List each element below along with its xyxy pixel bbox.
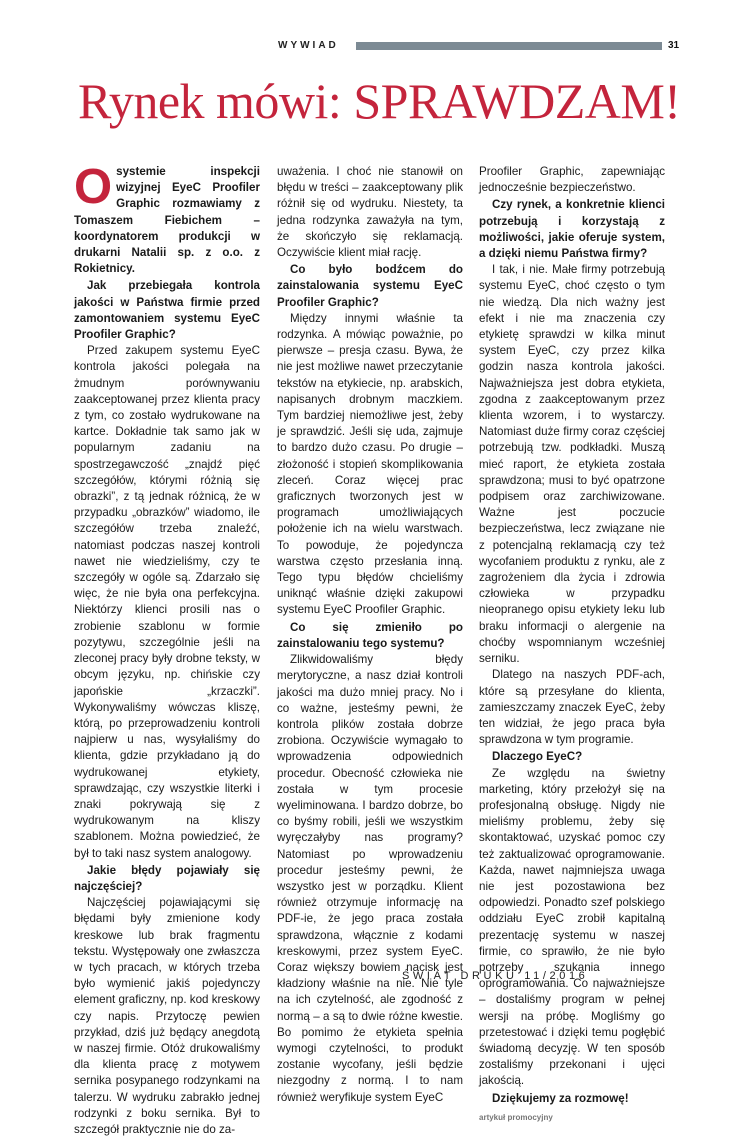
page-footer: ŚWIAT DRUKU 11/2016 <box>402 970 589 982</box>
answer-paragraph: Przed zakupem systemu EyeC kontrola jakości polegała na żmudnym porównywaniu zaakceptowanej przez klienta pracy z tym, co zostało wydrukowane na kartce. Dokładnie tak samo jak w popularnym zadaniu na spostrzegawczość „znajdź pięć szczegółów, którymi różnią się obrazki”, z tą jednak różnicą, że w przypadku „obrazków” wiadomo, ile szczegółów trzeba znaleźć, natomiast podczas naszej kontroli nawet nie wiedzieliśmy, czy te szczegóły w ogóle są. Zdarzało się więc, że nie była ona perfekcyjna. Niektórzy klienci prosili nas o zrobienie szablonu w formie pozytywu, szczególnie jeśli na zleconej pracy były drobne teksty, w obcym języku, np. chińskie czy japońskie „krzaczki”. Wykonywaliśmy wówczas kliszę, którą, po przeprowadzeniu kontroli najpierw u nas, wysyłaliśmy do klienta, gdzie przykładano ją do wydrukowanej etykiety, sprawdzając, czy wszystkie literki i znaki pokrywają się z wydrukowanym na kliszy szablonem. Można powiedzieć, że był to taki nasz system analogowy. <box>74 344 260 860</box>
answer-paragraph: Między innymi właśnie ta rodzynka. A mówiąc poważnie, po pierwsze – presja czasu. Bywa, że nie jest możliwe nawet przeczytanie tekstów na etykiecie, np. arabskich, napisanych drobnym maczkiem. Tym bardziej niemożliwe jest, żeby je sprawdzić. Jeśli się uda, zajmuje to bardzo dużo czasu. Po drugie – złożoność i stopień skomplikowania zleceń. Coraz więcej prac graficznych tworzonych jest w programach umożliwiających położenie ich na wielu warstwach. To powoduje, że pojedyncza warstwa często przesłania inną. Tego typu błędów chcieliśmy uniknąć właśnie dzięki zakupowi systemu EyeC Proofiler Graphic. <box>277 311 463 617</box>
column-1 <box>74 160 261 1138</box>
intro-text: systemie inspekcji wizyjnej EyeC Proofiler Graphic rozmawiamy z Tomaszem Fiebichem – koordynatorem produkcji w drukarni Natalii sp. z o.o. z Rokietnicy. <box>74 165 260 276</box>
interview-question: Dlaczego EyeC? <box>492 750 583 764</box>
article-title: Rynek mówi: SPRAWDZAM! <box>78 73 681 129</box>
column-1-body <box>74 278 260 1138</box>
intro-paragraph <box>74 160 260 277</box>
answer-paragraph: Proofiler Graphic, zapewniając jednocześnie bezpieczeństwo. <box>479 165 665 195</box>
interview-question: Czy rynek, a konkretnie klienci potrzebują i korzystają z możliwości, jakie oferuje system, a dzięki niemu Państwa firmy? <box>479 198 665 261</box>
column-3-body <box>479 164 665 1107</box>
answer-paragraph: Zlikwidowaliśmy błędy merytoryczne, a nasz dział kontroli jakości ma dużo mniej pracy. No i co ważne, jesteśmy pewni, że kontrola plików została dobrze zrobiona. Oczywiście wymagało to wprowadzenia odpowiednich procedur. Obecność człowieka nie została w tym procesie wyeliminowana. I bardzo dobrze, bo co byśmy robili, jeśli we wszystkim wyręczałyby nas programy? Natomiast po wprowadzeniu procedur jesteśmy pewni, że wszystko jest w porządku. Klient również otrzymuje informację na PDF-ie, że jego praca została sprawdzona, włącznie z kodami kreskowymi, przez system EyeC. Coraz większy bowiem nacisk jest kładziony właśnie na nie. Nie tyle na ich czytelność, ale zgodność z normą – a są to dwie różne kwestie. Bo pomimo że etykieta spełnia wymogi czytelności, to produkt zostanie wycofany, jeśli będzie niezgodny z normą. I to nam również weryfikuje system EyeC <box>277 653 463 1104</box>
interview-question: Jak przebiegała kontrola jakości w Państwa firmie przed zamontowaniem systemu EyeC Proofiler Graphic? <box>74 279 260 342</box>
answer-paragraph: I tak, i nie. Małe firmy potrzebują systemu EyeC, choć często o tym nie wiedzą. Dla nich ważny jest efekt i nie ma znaczenia czy etykietę sprawdzi w kilka minut system EyeC, czy przez kilka godzin nasza kontrola jakości. Najważniejsza jest dobra etykieta, zgodna z zaakceptowanym przez klienta wzorem, i to wystarczy. Natomiast duże firmy coraz częściej potrzebują tzw. podkładki. Muszą mieć raport, że etykieta została sprawdzona; musi to być opatrzone podpisem oraz zarchiwizowane. Ważne jest poczucie bezpieczeństwa, lecz związane nie z potencjalną reklamacją czy też wycofaniem produktu z rynku, ale z zagrożeniem dla życia i zdrowia człowieka w przypadku nieopranego opisu etykiety leku lub braku informacji o alergenie na choćby wspomnianym wcześniej serniku. <box>479 263 665 666</box>
dropcap: O <box>74 160 113 214</box>
column-2-body <box>277 164 463 1106</box>
section-label: WYWIAD <box>278 40 339 51</box>
answer-paragraph: Dlatego na naszych PDF-ach, które są przesyłane do klienta, zamieszczamy znaczek EyeC, żeby ten widział, że jego praca była sprawdzona w tym programie. <box>479 668 665 747</box>
page-number: 31 <box>668 40 680 51</box>
answer-paragraph: Ze względu na świetny marketing, który przełożył się na profesjonalną obsługę. Nigdy nie mieliśmy problemu, żeby się skontaktować, uzyskać pomoc czy też zaktualizować oprogramowanie. Każda, nawet najmniejsza uwaga nie jest pozostawiona bez odpowiedzi. Ponadto szef polskiego oddziału EyeC zrobił kapitalną prezentację systemu w naszej firmie, co sprawiło, że nie było potrzeby szukania innego oprogramowania. Co najważniejsze – dostaliśmy program w pełnej wersji na próbę. Mogliśmy go przetestować i dzięki temu pogłębić świadomą decyzję. W ten sposób zostaliśmy przekonani i ujęci jakością. <box>479 766 665 1088</box>
page-header <box>66 39 692 55</box>
interview-question: Co się zmieniło po zainstalowaniu tego systemu? <box>277 620 463 650</box>
interview-question: Jakie błędy pojawiały się najczęściej? <box>74 863 260 893</box>
column-2 <box>277 164 463 1106</box>
closing-line: Dziękujemy za rozmowę! <box>492 1091 629 1105</box>
answer-paragraph: uważenia. I choć nie stanowił on błędu w treści – zaakceptowany plik różnił się od wydruku. Niestety, ta jedna rodzynka zaważyła na tym, że skończyło się reklamacją. Oczywiście klient miał rację. <box>277 165 463 260</box>
article-credit: artykuł promocyjny <box>479 1112 553 1122</box>
header-bar <box>356 42 662 50</box>
interview-question: Co było bodźcem do zainstalowania systemu EyeC Proofiler Graphic? <box>277 263 463 309</box>
answer-paragraph: Najczęściej pojawiającymi się błędami były zmienione kody kreskowe lub brak fragmentu tekstu. Występowały one zwłaszcza w tych pracach, w których trzeba było wymienić jakiś pojedynczy element graficzny, np. kod kreskowy czy napis. Przytoczę pewien przykład, dziś już będący anegdotą w naszej firmie. Otóż drukowaliśmy dla klienta pracę z motywem sernika posypanego rodzynkami na talerzu. W wydruku zabrakło jednej rodzynki z boku sernika. Był to szczegół praktycznie nie do za- <box>74 896 261 1136</box>
